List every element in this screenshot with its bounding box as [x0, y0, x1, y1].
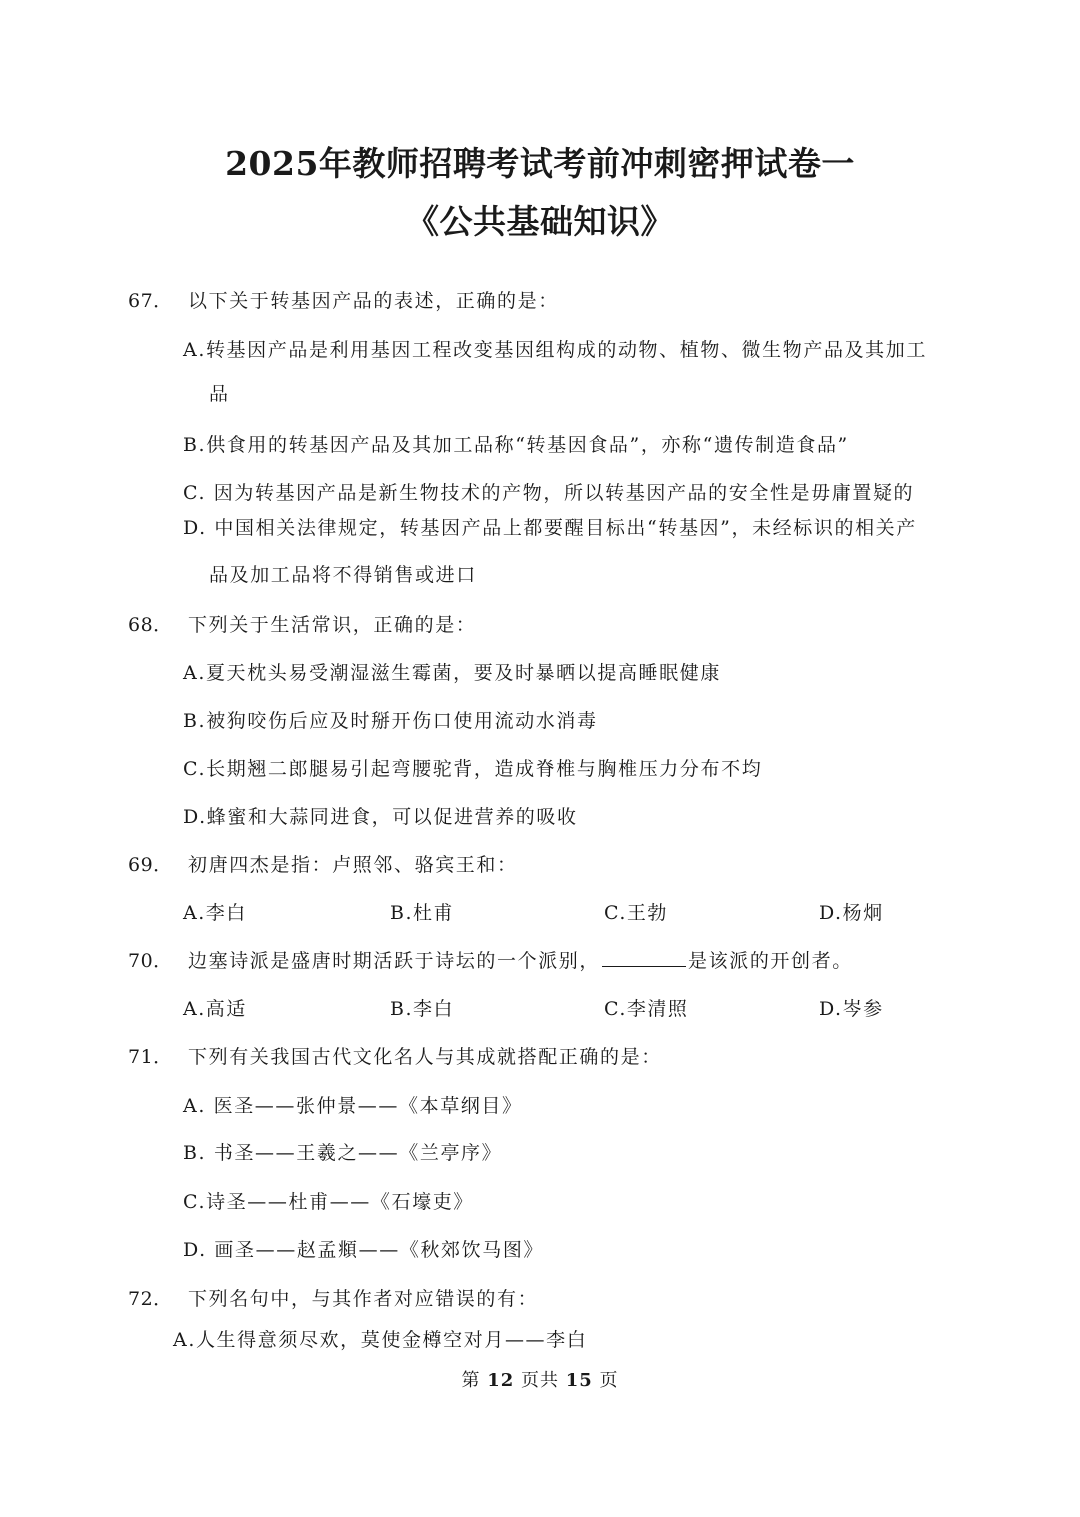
option-b: B.杜甫 — [390, 902, 455, 924]
question-number: 70． — [128, 950, 173, 972]
option-a: A.人生得意须尽欢，莫使金樽空对月——李白 — [173, 1329, 588, 1351]
option-d: D. 中国相关法律规定，转基因产品上都要醒目标出“转基因”，未经标识的相关产 — [183, 517, 917, 539]
option-a: A.转基因产品是利用基因工程改变基因组构成的动物、植物、微生物产品及其加工 — [183, 339, 927, 361]
option-c: C.李清照 — [604, 998, 689, 1020]
option-d: D. 画圣——赵孟頫——《秋郊饮马图》 — [183, 1239, 545, 1261]
option-b: B.李白 — [390, 998, 455, 1020]
option-c: C.诗圣——杜甫——《石壕吏》 — [183, 1191, 474, 1213]
option-c: C.长期翘二郎腿易引起弯腰驼背，造成脊椎与胸椎压力分布不均 — [183, 758, 763, 780]
option-d: D.岑参 — [819, 998, 884, 1020]
question-number: 71． — [128, 1046, 173, 1068]
question-stem — [188, 948, 853, 974]
option-c: C.王勃 — [604, 902, 668, 924]
question-stem: 下列名句中，与其作者对应错误的有： — [188, 1288, 539, 1310]
option-b: B.被狗咬伤后应及时掰开伤口使用流动水消毒 — [183, 710, 598, 732]
question-number: 72． — [128, 1288, 173, 1310]
exam-subtitle: 《公共基础知识》 — [406, 202, 674, 241]
footer-middle: 页共 — [521, 1370, 559, 1391]
question-stem: 下列关于生活常识，正确的是： — [188, 614, 477, 636]
option-b: B.供食用的转基因产品及其加工品称“转基因食品”，亦称“遗传制造食品” — [183, 434, 849, 456]
question-stem: 下列有关我国古代文化名人与其成就搭配正确的是： — [188, 1046, 662, 1068]
footer-suffix: 页 — [599, 1370, 619, 1391]
question-number: 67． — [128, 290, 173, 312]
total-page-count: 15 — [565, 1370, 593, 1391]
question-stem: 以下关于转基因产品的表述，正确的是： — [188, 290, 559, 312]
option-d-continued: 品及加工品将不得销售或进口 — [209, 564, 477, 586]
current-page-number: 12 — [487, 1370, 515, 1391]
option-a: A.夏天枕头易受潮湿滋生霉菌，要及时暴晒以提高睡眠健康 — [183, 662, 721, 684]
option-c: C. 因为转基因产品是新生物技术的产物，所以转基因产品的安全性是毋庸置疑的 — [183, 482, 915, 504]
option-a: A.李白 — [183, 902, 247, 924]
option-a: A. 医圣——张仲景——《本草纲目》 — [183, 1095, 523, 1117]
stem-after-blank: 是该派的开创者。 — [688, 950, 853, 972]
footer-prefix: 第 — [461, 1370, 481, 1391]
question-number: 68． — [128, 614, 173, 636]
question-number: 69． — [128, 854, 173, 876]
option-b: B. 书圣——王羲之——《兰亭序》 — [183, 1142, 503, 1164]
exam-title: 2025年教师招聘考试考前冲刺密押试卷一 — [225, 144, 855, 183]
option-a-continued: 品 — [209, 383, 230, 405]
fill-in-blank — [602, 948, 686, 967]
option-a: A.高适 — [183, 998, 247, 1020]
stem-before-blank: 边塞诗派是盛唐时期活跃于诗坛的一个派别， — [188, 950, 601, 972]
page-footer — [0, 1366, 1080, 1392]
option-d: D.蜂蜜和大蒜同进食，可以促进营养的吸收 — [183, 806, 578, 828]
option-d: D.杨炯 — [819, 902, 884, 924]
question-stem: 初唐四杰是指：卢照邻、骆宾王和： — [188, 854, 518, 876]
